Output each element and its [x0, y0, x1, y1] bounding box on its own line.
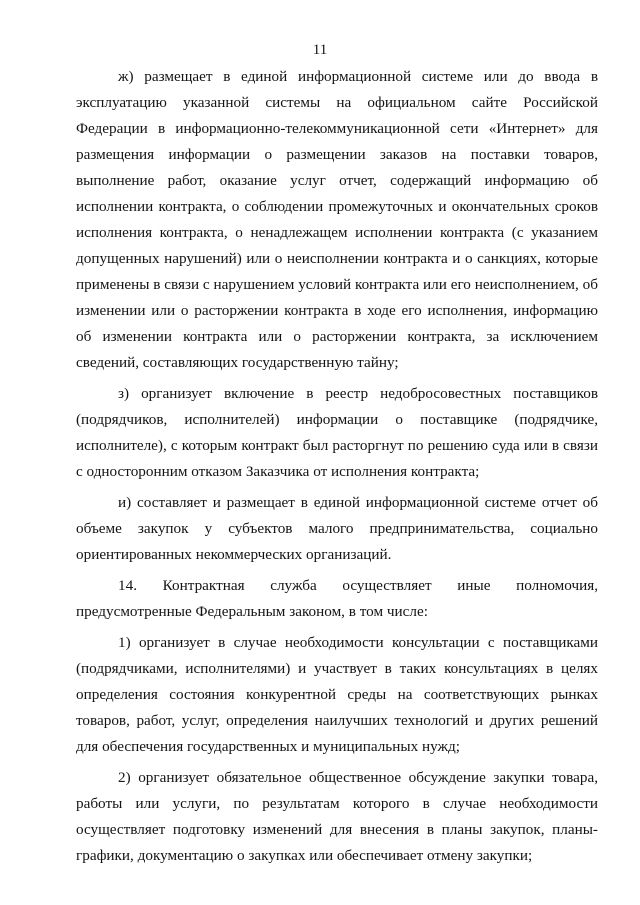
paragraph-i: и) составляет и размещает в единой информационной системе отчет об объеме закупок у субъектов малого предпринимательства, социально ориентированных некоммерческих организаций. [76, 494, 598, 563]
page-number: 11 [312, 42, 328, 58]
paragraph-zh: ж) размещает в единой информационной системе или до ввода в эксплуатацию указанной системы на официальном сайте Российской Федерации в информационно-телекоммуникационной сети «Интернет» для размещения информации о размещении заказов на поставки товаров, выполнение работ, оказание услуг отчет, содержащий информацию об исполнении контракта, о соблюдении промежуточных и окончательных сроков исполнения контракта, о ненадлежащем исполнении контракта (с указанием допущенных нарушений) или о неисполнении контракта и о санкциях, которые применены в связи с нарушением условий контракта или его неисполнением, об изменении или о расторжении контракта в ходе его исполнения, информацию об изменении контракта или о расторжении контракта, за исключением сведений, составляющих государственную тайну; [76, 68, 598, 371]
paragraph-14-2: 2) организует обязательное общественное обсуждение закупки товара, работы или услуги, по результатам которого в случае необходимости осуществляет подготовку изменений для внесения в планы закупок, планы-графики, документацию о закупках или обеспечивает отмену закупки; [76, 769, 598, 864]
paragraph-14: 14. Контрактная служба осуществляет иные полномочия, предусмотренные Федеральным законом, в том числе: [76, 577, 598, 620]
document-body [76, 64, 598, 869]
paragraph-z: з) организует включение в реестр недобросовестных поставщиков (подрядчиков, исполнителей) информации о поставщике (подрядчике, исполнителе), с которым контракт был расторгнут по решению суда или в связи с односторонним отказом Заказчика от исполнения контракта; [76, 385, 598, 480]
paragraph-14-1: 1) организует в случае необходимости консультации с поставщиками (подрядчиками, исполнителями) и участвует в таких консультациях в целях определения состояния конкурентной среды на соответствующих рынках товаров, работ, услуг, определения наилучших технологий и других решений для обеспечения государственных и муниципальных нужд; [76, 634, 598, 755]
